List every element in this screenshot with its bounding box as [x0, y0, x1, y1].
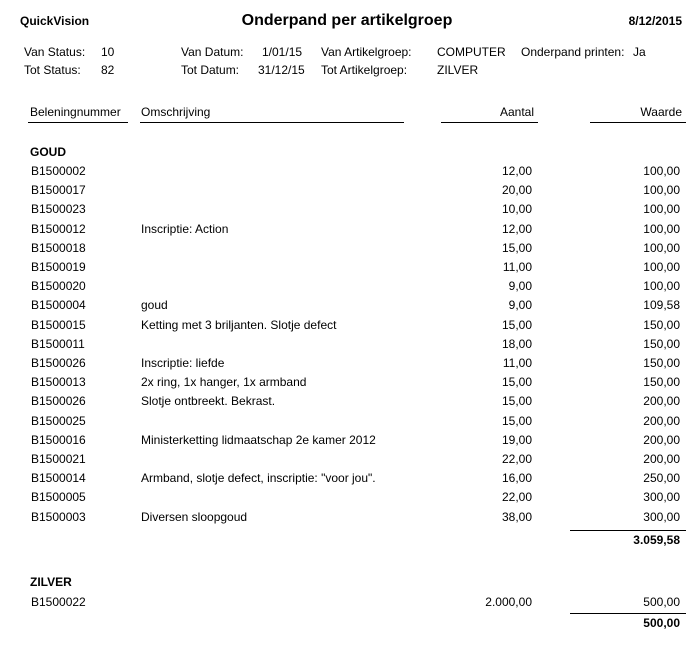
printen-label: Onderpand printen:	[521, 45, 625, 59]
cell-waarde: 300,00	[643, 490, 680, 505]
cell-beleningnummer: B1500016	[31, 432, 86, 447]
col-header-waarde: Waarde	[640, 105, 682, 119]
cell-waarde: 100,00	[643, 240, 680, 255]
cell-omschrijving: Ketting met 3 briljanten. Slotje defect	[141, 317, 337, 332]
cell-waarde: 109,58	[643, 298, 680, 313]
col-header-aantal: Aantal	[499, 105, 534, 119]
tot-groep-label: Tot Artikelgroep:	[321, 63, 408, 77]
cell-aantal: 11,00	[502, 356, 532, 370]
cell-aantal: 11,00	[502, 260, 532, 274]
table-row	[0, 394, 694, 413]
cell-waarde: 100,00	[643, 183, 680, 198]
col-underline	[441, 122, 538, 123]
cell-beleningnummer: B1500011	[31, 336, 85, 351]
cell-beleningnummer: B1500012	[31, 221, 86, 236]
cell-beleningnummer: B1500004	[31, 298, 86, 313]
cell-waarde: 100,00	[643, 279, 680, 294]
table-row	[0, 164, 694, 183]
tot-datum-value: 31/12/15	[258, 63, 305, 77]
group-title: ZILVER	[30, 575, 72, 589]
cell-omschrijving: Inscriptie: Action	[141, 221, 229, 236]
cell-waarde: 200,00	[643, 413, 680, 428]
cell-beleningnummer: B1500020	[31, 279, 86, 294]
cell-aantal: 12,00	[501, 221, 532, 236]
group-title: GOUD	[30, 145, 66, 159]
table-row	[0, 452, 694, 471]
cell-waarde: 200,00	[643, 452, 680, 466]
cell-beleningnummer: B1500023	[31, 202, 86, 217]
table-row	[0, 183, 694, 202]
cell-aantal: 18,00	[501, 336, 532, 351]
van-groep-value: COMPUTER	[437, 45, 506, 59]
cell-aantal: 15,00	[501, 394, 532, 409]
table-row	[0, 298, 694, 317]
cell-waarde: 200,00	[643, 432, 680, 447]
printen-value: Ja	[633, 45, 646, 59]
cell-omschrijving: Diversen sloopgoud	[141, 509, 248, 524]
cell-waarde: 500,00	[643, 595, 680, 609]
cell-waarde: 250,00	[643, 471, 680, 486]
table-row	[0, 433, 694, 452]
cell-aantal: 12,00	[501, 164, 532, 178]
cell-aantal: 2.000,00	[485, 595, 532, 609]
app-name: QuickVision	[20, 14, 90, 28]
table-row	[0, 595, 694, 614]
van-status-label: Van Status:	[24, 45, 86, 59]
col-header-nummer: Beleningnummer	[30, 105, 121, 119]
total-separator	[570, 613, 686, 614]
cell-aantal: 19,00	[501, 432, 532, 447]
table-row	[0, 318, 694, 337]
cell-aantal: 10,00	[501, 202, 532, 217]
cell-aantal: 22,00	[501, 452, 532, 466]
cell-waarde: 100,00	[643, 221, 680, 236]
cell-aantal: 15,00	[501, 413, 532, 428]
table-row	[0, 510, 694, 529]
cell-beleningnummer: B1500002	[31, 164, 86, 178]
cell-waarde: 150,00	[643, 356, 680, 370]
cell-waarde: 100,00	[643, 164, 680, 178]
cell-omschrijving: Armband, slotje defect, inscriptie: "voor jou".	[141, 471, 376, 486]
table-row	[0, 202, 694, 221]
tot-status-value: 82	[101, 63, 115, 77]
cell-beleningnummer: B1500019	[31, 260, 86, 274]
table-row	[0, 222, 694, 241]
tot-datum-label: Tot Datum:	[181, 63, 240, 77]
table-row	[0, 375, 694, 394]
cell-omschrijving: goud	[141, 298, 168, 313]
cell-aantal: 9,00	[508, 298, 532, 313]
cell-beleningnummer: B1500003	[31, 509, 86, 524]
total-separator	[570, 530, 686, 531]
report-title: Onderpand per artikelgroep	[241, 12, 453, 29]
cell-aantal: 38,00	[501, 509, 532, 524]
table-row	[0, 260, 694, 279]
cell-omschrijving: Inscriptie: liefde	[141, 356, 225, 370]
group-total: 3.059,58	[633, 533, 680, 547]
cell-aantal: 15,00	[501, 240, 532, 255]
table-row	[0, 241, 694, 260]
cell-aantal: 15,00	[501, 317, 532, 332]
cell-waarde: 150,00	[643, 336, 680, 351]
cell-omschrijving: 2x ring, 1x hanger, 1x armband	[141, 375, 307, 390]
table-row	[0, 471, 694, 490]
table-row	[0, 356, 694, 375]
cell-omschrijving: Ministerketting lidmaatschap 2e kamer 2012	[141, 432, 376, 447]
col-underline	[590, 122, 686, 123]
col-header-omschrijving: Omschrijving	[141, 105, 211, 119]
tot-status-label: Tot Status:	[24, 63, 81, 77]
cell-waarde: 200,00	[643, 394, 680, 409]
cell-beleningnummer: B1500018	[31, 240, 86, 255]
col-underline	[140, 122, 404, 123]
cell-omschrijving: Slotje ontbreekt. Bekrast.	[141, 394, 276, 409]
group-total: 500,00	[643, 616, 680, 630]
cell-waarde: 100,00	[643, 260, 680, 274]
van-datum-value: 1/01/15	[262, 45, 303, 59]
cell-aantal: 15,00	[501, 375, 532, 390]
cell-waarde: 150,00	[643, 317, 680, 332]
cell-beleningnummer: B1500005	[31, 490, 86, 505]
cell-aantal: 9,00	[508, 279, 532, 294]
cell-beleningnummer: B1500026	[31, 356, 86, 370]
van-groep-label: Van Artikelgroep:	[321, 45, 412, 59]
table-row	[0, 490, 694, 509]
van-status-value: 10	[101, 45, 115, 59]
cell-waarde: 100,00	[643, 202, 680, 217]
cell-beleningnummer: B1500026	[31, 394, 86, 409]
van-datum-label: Van Datum:	[181, 45, 244, 59]
cell-beleningnummer: B1500015	[31, 317, 86, 332]
cell-aantal: 20,00	[501, 183, 532, 198]
table-row	[0, 279, 694, 298]
cell-beleningnummer: B1500025	[31, 413, 86, 428]
report-date: 8/12/2015	[628, 14, 682, 28]
table-row	[0, 337, 694, 356]
cell-waarde: 150,00	[643, 375, 680, 390]
cell-beleningnummer: B1500014	[31, 471, 86, 486]
col-underline	[28, 122, 128, 123]
cell-aantal: 22,00	[501, 490, 532, 505]
cell-beleningnummer: B1500017	[31, 183, 86, 198]
tot-groep-value: ZILVER	[437, 63, 479, 77]
cell-beleningnummer: B1500021	[31, 452, 86, 466]
cell-waarde: 300,00	[643, 509, 680, 524]
table-row	[0, 414, 694, 433]
cell-beleningnummer: B1500013	[31, 375, 86, 390]
cell-beleningnummer: B1500022	[31, 595, 86, 609]
cell-aantal: 16,00	[501, 471, 532, 486]
